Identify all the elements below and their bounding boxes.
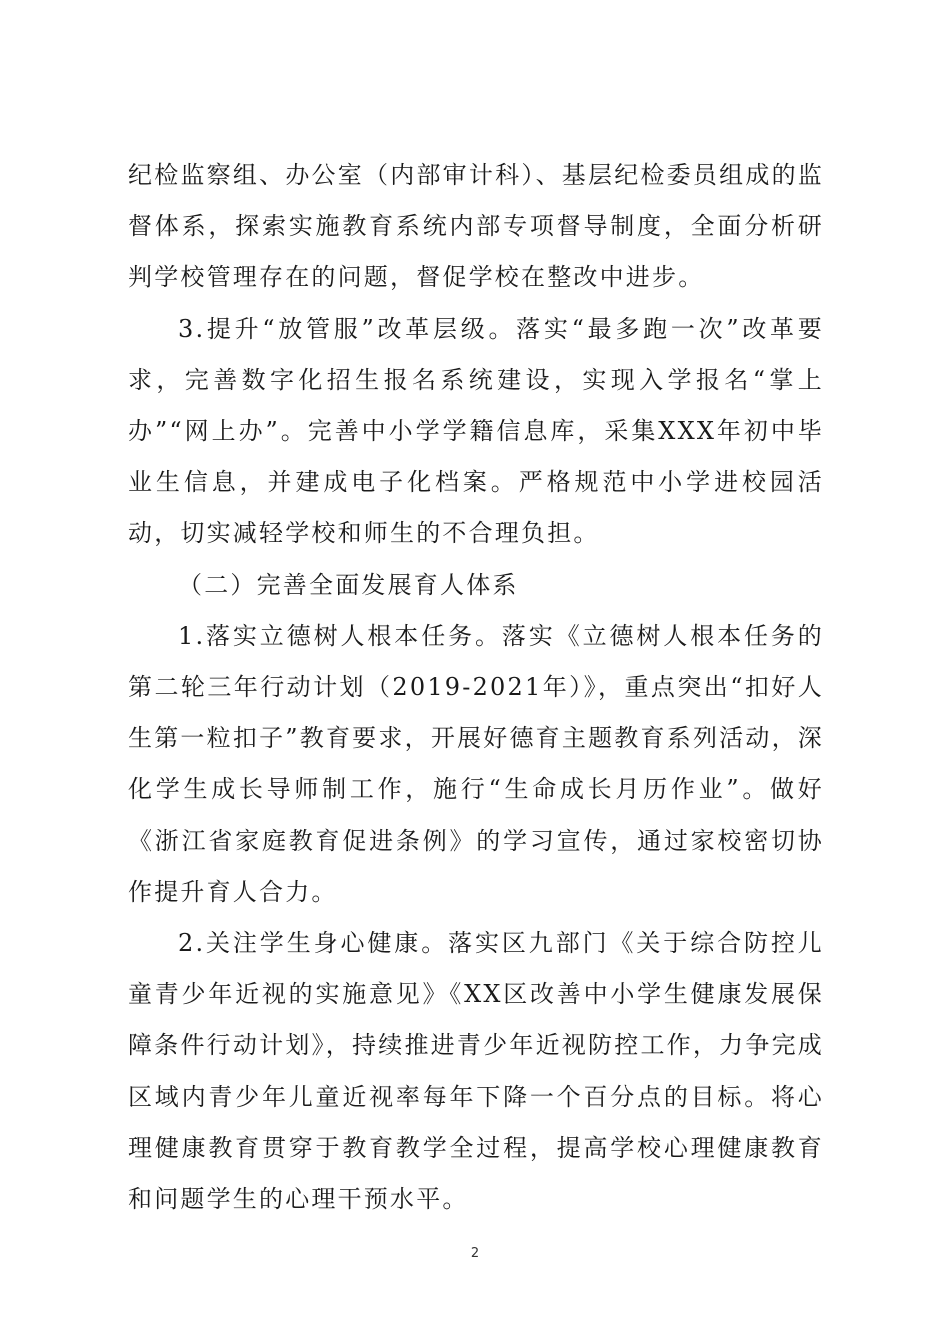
document-body bbox=[128, 150, 824, 1225]
paragraph-item-2: 2.关注学生身心健康。落实区九部门《关于综合防控儿童青少年近视的实施意见》《XX区改善中小学生健康发展保障条件行动计划》，持续推进青少年近视防控工作，力争完成区域内青少年儿童近视率每年下降一个百分点的目标。将心理健康教育贯穿于教育教学全过程，提高学校心理健康教育和问题学生的心理干预水平。 bbox=[128, 929, 824, 1214]
paragraph-item-1: 1.落实立德树人根本任务。落实《立德树人根本任务的第二轮三年行动计划（2019-2021年）》，重点突出“扣好人生第一粒扣子”教育要求，开展好德育主题教育系列活动，深化学生成长导师制工作，施行“生命成长月历作业”。做好《浙江省家庭教育促进条例》的学习宣传，通过家校密切协作提升育人合力。 bbox=[128, 621, 824, 906]
page-number: 2 bbox=[470, 1246, 480, 1261]
section-heading: （二）完善全面发展育人体系 bbox=[178, 570, 519, 599]
paragraph-item-3: 3.提升“放管服”改革层级。落实“最多跑一次”改革要求，完善数字化招生报名系统建设，实现入学报名“掌上办”“网上办”。完善中小学学籍信息库，采集XXX年初中毕业生信息，并建成电子化档案。严格规范中小学进校园活动，切实减轻学校和师生的不合理负担。 bbox=[128, 314, 824, 548]
paragraph-continuation: 纪检监察组、办公室（内部审计科）、基层纪检委员组成的监督体系，探索实施教育系统内部专项督导制度，全面分析研判学校管理存在的问题，督促学校在整改中进步。 bbox=[128, 161, 824, 292]
